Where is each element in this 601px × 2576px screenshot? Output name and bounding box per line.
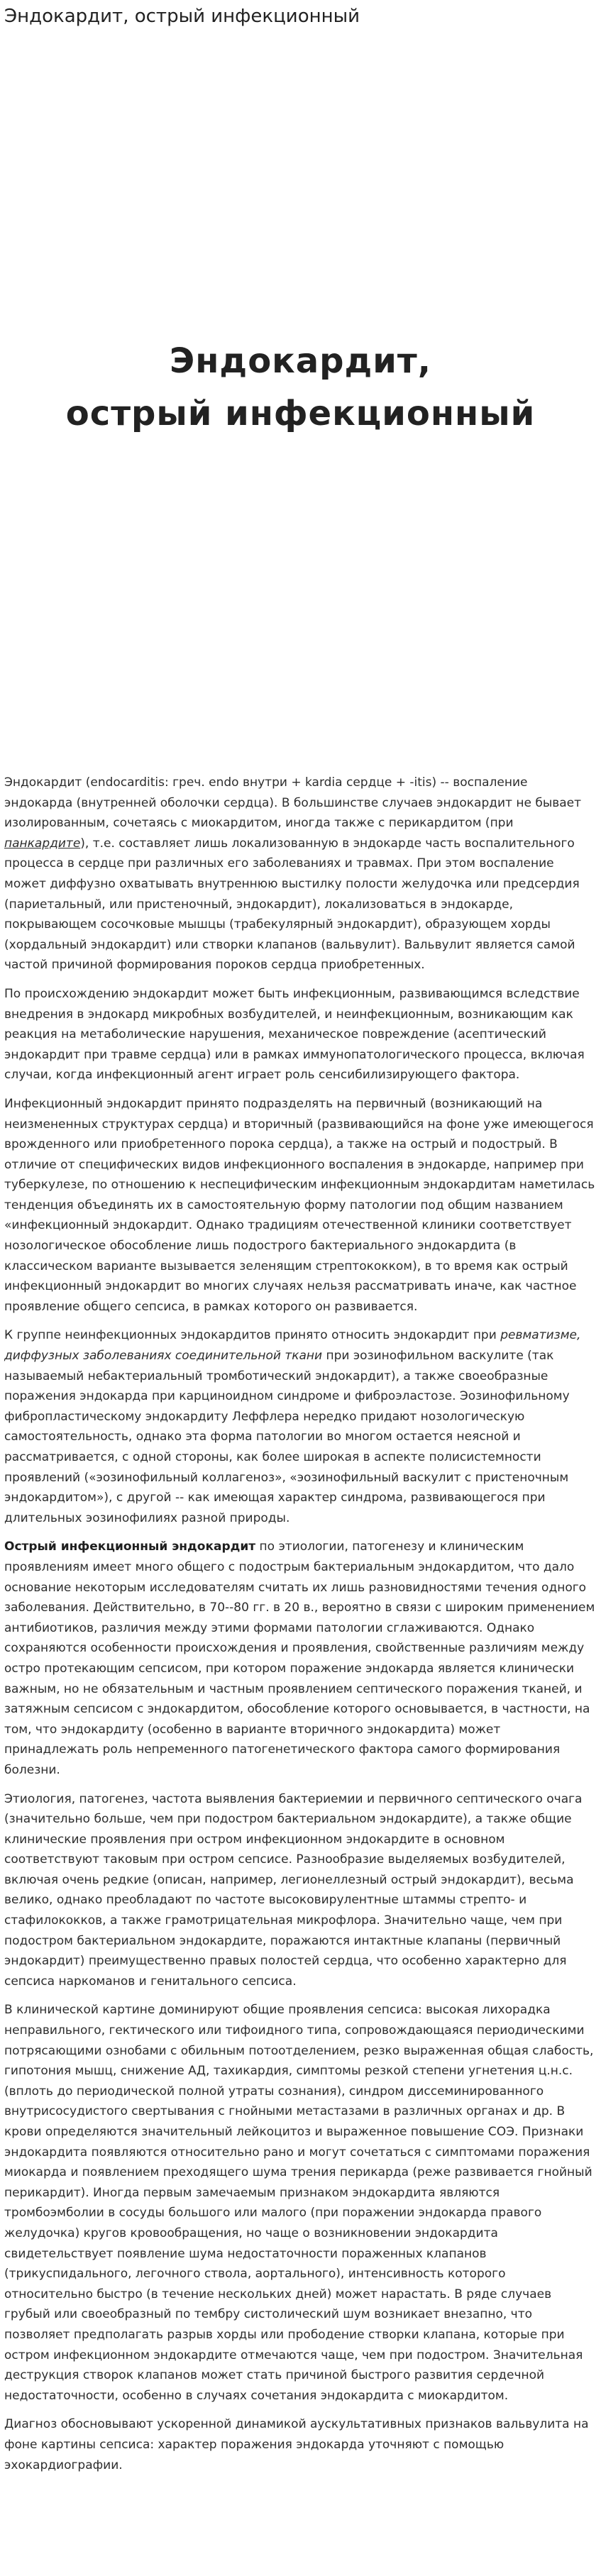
paragraph-definition-text-1: Эндокардит (endocarditis: греч. endo внутри + kardia сердце + -itis) -- воспаление эндокарда (внутренней оболочки сердца). В большинстве случаев эндокардит не бывает изолированным, сочетаясь с миокардитом, иногда также с перикардитом (при xyxy=(4,775,582,831)
paragraph-origin: По происхождению эндокардит может быть инфекционным, развивающимся вследствие внедрения в эндокард микробных возбудителей, и неинфекционным, возникающим как реакция на метаболические нарушения, механическое повреждение (асептический эндокардит при травме сердца) или в рамках иммунопатологического процесса, включая случаи, когда инфекционный агент играет роль сенсибилизирующего фактора. xyxy=(4,986,585,1083)
acute-endocarditis-heading: Острый инфекционный эндокардит xyxy=(4,1539,256,1554)
hero-title-line-2: острый инфекционный xyxy=(65,394,536,433)
paragraph-classification: Инфекционный эндокардит принято подразделять на первичный (возникающий на неизмененных структурах сердца) и вторичный (развивающийся на фоне уже имеющегося врожденного или приобретенного порока сердца), а также на острый и подострый. В отличие от специфических видов инфекционного воспаления в эндокарде, например при туберкулезе, по отношению к неспецифическим инфекционным эндокардитам наметилась тенденция объединять их в самостоятельную форму патологии под общим названием «инфекционный эндокардит. Однако традициям отечественной клиники соответствует нозологическое обособление лишь подострого бактериального эндокардита (в классическом варианте вызывается зеленящим стрептококком), в то время как острый инфекционный эндокардит во многих случаях нельзя рассматривать иначе, как частное проявление общего сепсиса, в рамках которого он развивается. xyxy=(4,1096,595,1314)
hero-title-line-1: Эндокардит, xyxy=(170,341,431,381)
rheumatism-emphasis: ревматизме, диффузных заболеваниях соединительной ткани xyxy=(4,1328,581,1364)
article-body xyxy=(4,773,597,2484)
paragraph-noninfectious-text-1: К группе неинфекционных эндокардитов принято относить эндокардит при xyxy=(4,1328,501,1343)
page-header-title: Эндокардит, острый инфекционный xyxy=(4,6,360,27)
paragraph-definition xyxy=(4,773,597,975)
paragraph-definition-text-2: ), т.е. составляет лишь локализованную в эндокарде часть воспалительного процесса в сердце при различных его заболеваниях и травмах. При этом воспаление может диффузно охватывать внутреннюю выстилку полости желудочка или предсердия (париетальный, или пристеночный, эндокардит), локализоваться в эндокарде, покрывающем сосочковые мышцы (трабекулярный эндокардит), образующем хорды (хордальный эндокардит) или створки клапанов (вальвулит). Вальвулит является самой частой причиной формирования пороков сердца приобретенных. xyxy=(4,836,580,973)
paragraph-diagnosis: Диагноз обосновывают ускоренной динамикой аускультативных признаков вальвулита на фоне картины сепсиса: характер поражения эндокарда уточняют с помощью эхокардиографии. xyxy=(4,2417,589,2472)
paragraph-clinical-picture: В клинической картине доминируют общие проявления сепсиса: высокая лихорадка неправильного, гектического или тифоидного типа, сопровождающаяся периодическими потрясающими ознобами с обильным потоотделением, резко выраженная общая слабость, гипотония мышц, снижение АД, тахикардия, симптомы резкой степени угнетения ц.н.с. (вплоть до периодической полной утраты сознания), синдром диссеминированного внутрисосудистого свертывания с гнойными метастазами в различных органах и др. В крови определяются значительный лейкоцитоз и выраженное повышение СОЭ. Признаки эндокардита появляются относительно рано и могут сочетаться с симптомами поражения миокарда и появлением преходящего шума трения перикарда (реже развивается гнойный перикардит). Иногда первым замечаемым признаком эндокардита являются тромбоэмболии в сосуды большого или малого (при поражении эндокарда правого желудочка) кругов кровообращения, но чаще о возникновении эндокардита свидетельствует появление шума недостаточности пораженных клапанов (трикуспидального, легочного ствола, аортального), интенсивность которого относительно быстро (в течение нескольких дней) может нарастать. В ряде случаев грубый или своеобразный по тембру систолический шум возникает внезапно, что позволяет предполагать разрыв хорды или прободение створки клапана, которые при остром инфекционном эндокардите отмечаются чаще, чем при подостром. Значительная деструкция створок клапанов может стать причиной быстрого развития сердечной недостаточности, особенно в случаях сочетания эндокардита с миокардитом. xyxy=(4,2003,594,2403)
paragraph-noninfectious xyxy=(4,1325,597,1528)
hero-title xyxy=(0,335,601,440)
pancarditis-link-text: панкардите xyxy=(4,836,81,851)
paragraph-acute-endocarditis xyxy=(4,1537,597,1780)
paragraph-acute-endocarditis-text: по этиологии, патогенезу и клиническим проявлениям имеет много общего с подострым бактериальным эндокардитом, что дало основание некоторым исследователям считать их лишь разновидностями течения одного заболевания. Действительно, в 70--80 гг. в 20 в., вероятно в связи с широким применением антибиотиков, различия между этими формами патологии сглаживаются. Однако сохраняются особенности происхождения и проявления, свойственные различиям между остро протекающим сепсисом, при котором поражение эндокарда является клинически важным, но не обязательным и частным проявлением септического поражения тканей, и затяжным сепсисом с эндокардитом, обособление которого основывается, в частности, на том, что эндокардиту (особенно в варианте вторичного эндокардита) может принадлежать роль непременного патогенетического фактора самого формирования болезни. xyxy=(4,1539,595,1777)
paragraph-noninfectious-text-2: при эозинофильном васкулите (так называемый небактериальный тромботический эндокардит), а также своеобразные поражения эндокарда при карциноидном синдроме и фиброэластозе. Эозинофильному фибропластическому эндокардиту Леффлера нередко придают нозологическую самостоятельность, однако эта форма патологии во многом остается неясной и рассматривается, с одной стороны, как более широкая в аспекте полисистемности проявлений («эозинофильный коллагеноз», «эозинофильный васкулит с пристеночным эндокардитом»), с другой -- как имеющая характер синдрома, развивающегося при длительных эозинофилиях разной природы. xyxy=(4,1349,570,1525)
pancarditis-term xyxy=(4,836,80,851)
paragraph-etiology: Этиология, патогенез, частота выявления бактериемии и первичного септического очага (значительно больше, чем при подостром бактериальном эндокардите), а также общие клинические проявления при остром инфекционном эндокардите в основном соответствуют таковым при остром сепсисе. Разнообразие выделяемых возбудителей, включая очень редкие (описан, например, легионеллезный острый эндокардит), весьма велико, однако преобладают по частоте высоковирулентные штаммы стрепто- и стафилококков, а также грамотрицательная микрофлора. Значительно чаще, чем при подостром бактериальном эндокардите, поражаются интактные клапаны (первичный эндокардит) преимущественно правых полостей сердца, что особенно характерно для сепсиса наркоманов и генитального сепсиса. xyxy=(4,1791,583,1989)
